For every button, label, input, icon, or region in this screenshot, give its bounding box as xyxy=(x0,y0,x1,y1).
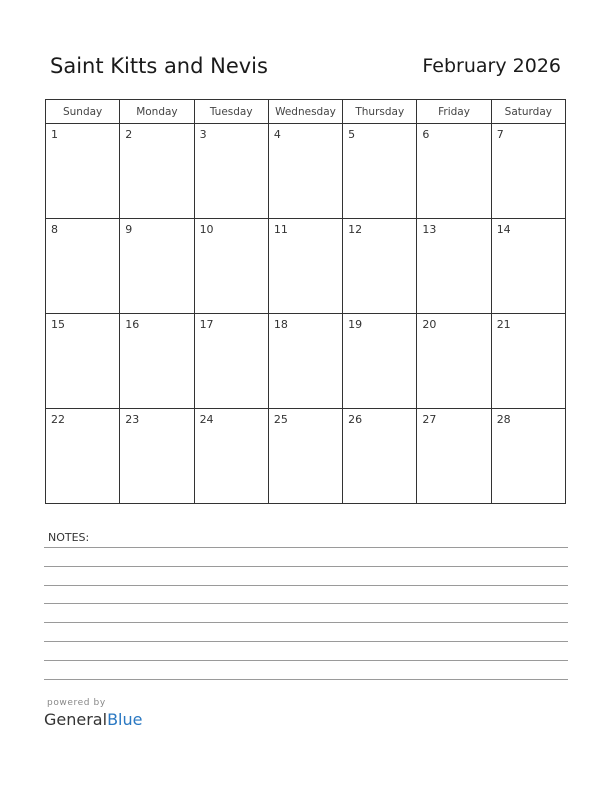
day-cell xyxy=(46,219,120,314)
day-cell xyxy=(343,409,417,504)
day-cell xyxy=(343,314,417,409)
notes-line xyxy=(44,679,568,680)
week-row xyxy=(46,124,566,219)
day-number: 1 xyxy=(51,128,58,141)
day-cell xyxy=(491,409,565,504)
weekday-header-sunday: Sunday xyxy=(46,100,120,124)
day-number: 20 xyxy=(422,318,437,331)
calendar-country-title: Saint Kitts and Nevis xyxy=(50,54,268,78)
day-number: 16 xyxy=(125,318,140,331)
day-number: 26 xyxy=(348,413,363,426)
day-cell xyxy=(491,219,565,314)
notes-line xyxy=(44,641,568,642)
powered-by-label: powered by xyxy=(47,698,106,708)
day-cell xyxy=(120,409,194,504)
weekday-header-wednesday: Wednesday xyxy=(268,100,342,124)
notes-line xyxy=(44,566,568,567)
notes-line xyxy=(44,585,568,586)
day-cell xyxy=(194,124,268,219)
day-cell xyxy=(491,124,565,219)
day-number: 2 xyxy=(125,128,133,141)
notes-line xyxy=(44,547,568,548)
day-number: 25 xyxy=(273,413,288,426)
day-cell xyxy=(46,124,120,219)
day-number: 17 xyxy=(199,318,214,331)
day-cell xyxy=(120,124,194,219)
day-cell xyxy=(268,314,342,409)
calendar-month-title: February 2026 xyxy=(422,55,561,77)
weekday-header-tuesday: Tuesday xyxy=(194,100,268,124)
logo-text-general: General xyxy=(44,710,108,729)
day-number: 4 xyxy=(273,128,281,141)
weekday-header-friday: Friday xyxy=(417,100,491,124)
day-cell xyxy=(120,314,194,409)
day-number: 8 xyxy=(51,223,58,236)
logo-text-blue: Blue xyxy=(107,710,143,729)
day-number: 27 xyxy=(422,413,437,426)
day-cell xyxy=(194,409,268,504)
weekday-header-saturday: Saturday xyxy=(491,100,565,124)
day-number: 14 xyxy=(496,223,511,236)
day-number: 13 xyxy=(422,223,437,236)
day-number: 23 xyxy=(125,413,140,426)
month-calendar-grid xyxy=(45,99,566,504)
day-number: 6 xyxy=(422,128,430,141)
weekday-header-row xyxy=(46,100,566,124)
notes-line xyxy=(44,622,568,623)
day-cell xyxy=(194,314,268,409)
day-cell xyxy=(343,124,417,219)
day-number: 12 xyxy=(348,223,363,236)
day-number: 18 xyxy=(273,318,288,331)
notes-line xyxy=(44,660,568,661)
notes-label: NOTES: xyxy=(48,531,90,544)
day-number: 22 xyxy=(51,413,65,426)
day-cell xyxy=(417,124,491,219)
day-number: 11 xyxy=(273,223,288,236)
day-cell xyxy=(268,219,342,314)
day-number: 5 xyxy=(348,128,356,141)
day-number: 19 xyxy=(348,318,363,331)
notes-line xyxy=(44,603,568,604)
day-cell xyxy=(194,219,268,314)
day-number: 21 xyxy=(496,318,511,331)
generalblue-logo xyxy=(44,710,142,729)
weekday-header-thursday: Thursday xyxy=(343,100,417,124)
day-number: 3 xyxy=(199,128,207,141)
day-cell xyxy=(417,219,491,314)
day-number: 10 xyxy=(199,223,214,236)
day-cell xyxy=(491,314,565,409)
day-cell xyxy=(417,409,491,504)
day-cell xyxy=(120,219,194,314)
day-number: 28 xyxy=(496,413,511,426)
day-cell xyxy=(343,219,417,314)
week-row xyxy=(46,219,566,314)
day-cell xyxy=(46,314,120,409)
day-number: 7 xyxy=(496,128,504,141)
day-number: 9 xyxy=(125,223,133,236)
week-row xyxy=(46,314,566,409)
day-cell xyxy=(268,409,342,504)
day-cell xyxy=(46,409,120,504)
day-number: 24 xyxy=(199,413,214,426)
weekday-header-monday: Monday xyxy=(120,100,194,124)
day-cell xyxy=(268,124,342,219)
day-number: 15 xyxy=(51,318,65,331)
day-cell xyxy=(417,314,491,409)
week-row xyxy=(46,409,566,504)
